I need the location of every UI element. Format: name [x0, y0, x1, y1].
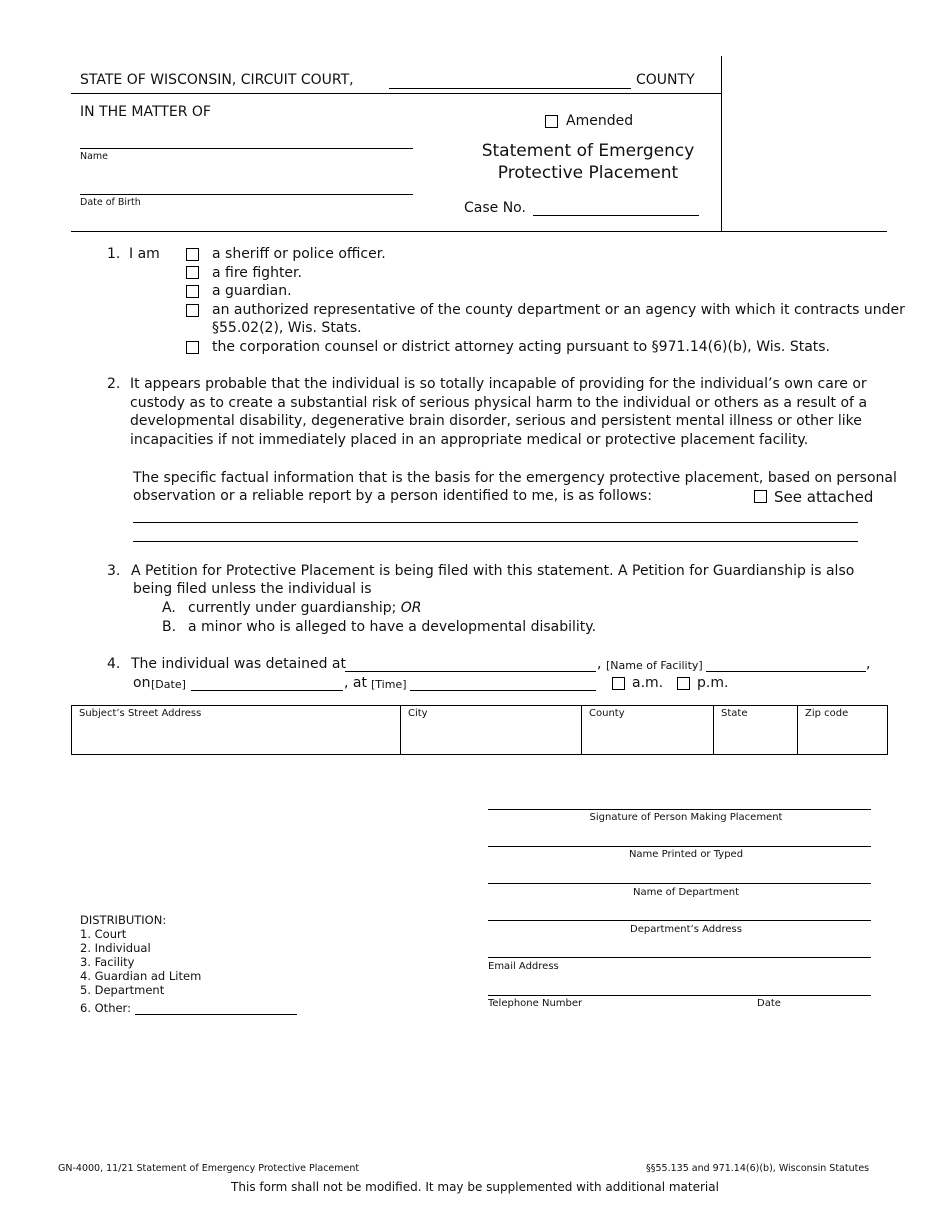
department-field[interactable]	[488, 883, 871, 884]
zip-cell[interactable]	[797, 705, 888, 755]
distribution-other: 6. Other:	[80, 1001, 131, 1015]
factual-field-line1[interactable]	[133, 522, 858, 523]
item3-a-option	[188, 600, 422, 616]
distribution-item: 3. Facility	[80, 955, 135, 969]
distribution-item: 1. Court	[80, 927, 127, 941]
signature-field[interactable]	[488, 809, 871, 810]
firefighter-checkbox[interactable]	[186, 266, 199, 279]
state-label: State	[721, 708, 748, 719]
county-rep-option: an authorized representative of the county department or an agency with which it contracts under	[212, 302, 905, 318]
at-text: , at	[344, 675, 367, 691]
comma-sep: ,	[866, 656, 871, 672]
item3-line2: being filed unless the individual is	[133, 581, 372, 597]
date-label: [Date]	[151, 678, 186, 691]
court-prefix: STATE OF WISCONSIN, CIRCUIT COURT,	[80, 72, 354, 88]
firefighter-option: a fire fighter.	[212, 265, 302, 281]
item3-b-letter: B.	[162, 619, 177, 635]
case-no-field[interactable]	[533, 215, 699, 216]
case-no-label: Case No.	[464, 200, 526, 216]
header-divider-bottom	[71, 231, 887, 232]
corp-counsel-checkbox[interactable]	[186, 341, 199, 354]
am-label: a.m.	[632, 675, 664, 691]
state-cell[interactable]	[713, 705, 798, 755]
distribution-heading: DISTRIBUTION:	[80, 913, 167, 927]
item2-line: incapacities if not immediately placed in an appropriate medical or protective placement facility.	[130, 432, 809, 448]
department-label: Name of Department	[632, 887, 739, 898]
corp-counsel-option: the corporation counsel or district attorney acting pursuant to §971.14(6)(b), Wis. Stats.	[212, 339, 831, 355]
item1-number: 1.	[107, 246, 121, 262]
name-field[interactable]	[80, 148, 413, 149]
factual-line2: observation or a reliable report by a person identified to me, is as follows:	[133, 488, 652, 504]
facility-label: [Name of Facility]	[606, 659, 703, 672]
amended-label: Amended	[566, 113, 634, 129]
name-label: Name	[80, 151, 109, 162]
zip-label: Zip code	[805, 708, 849, 719]
see-attached-checkbox[interactable]	[754, 490, 767, 503]
factual-line1: The specific factual information that is the basis for the emergency protective placement, based on personal	[133, 470, 897, 486]
distribution-item: 4. Guardian ad Litem	[80, 969, 202, 983]
email-field[interactable]	[488, 957, 871, 958]
detained-time-field[interactable]	[410, 690, 596, 691]
item3-a-or: OR	[400, 600, 422, 616]
dob-label: Date of Birth	[80, 197, 141, 208]
form-title-line1: Statement of Emergency	[481, 141, 695, 161]
item3-line1: A Petition for Protective Placement is being filed with this statement. A Petition for Guardianship is also	[131, 563, 855, 579]
item3-a-text: currently under guardianship;	[188, 600, 397, 616]
item2-line: developmental disability, degenerative brain disorder, serious and persistent mental illness or other like	[130, 413, 862, 429]
header-divider-vertical	[721, 56, 722, 232]
distribution-item: 5. Department	[80, 983, 165, 997]
form-title-line2: Protective Placement	[497, 163, 679, 183]
form-id: GN-4000, 11/21 Statement of Emergency Protective Placement	[58, 1163, 360, 1174]
on-text: on	[133, 675, 151, 691]
county-cell[interactable]	[581, 705, 714, 755]
street-address-cell[interactable]	[71, 705, 401, 755]
sheriff-option: a sheriff or police officer.	[212, 246, 386, 262]
county-name-field[interactable]	[389, 88, 631, 89]
dept-address-field[interactable]	[488, 920, 871, 921]
am-checkbox[interactable]	[612, 677, 625, 690]
form-notice: This form shall not be modified. It may be supplemented with additional material	[231, 1180, 719, 1194]
county-rep-option-cont: §55.02(2), Wis. Stats.	[212, 320, 362, 336]
pm-checkbox[interactable]	[677, 677, 690, 690]
telephone-date-field[interactable]	[488, 995, 871, 996]
amended-checkbox[interactable]	[545, 115, 558, 128]
statutes: §§55.135 and 971.14(6)(b), Wisconsin Statutes	[646, 1163, 870, 1174]
item2-line: It appears probable that the individual is so totally incapable of providing for the individual’s own care or	[130, 376, 867, 392]
signature-label: Signature of Person Making Placement	[589, 812, 783, 823]
guardian-checkbox[interactable]	[186, 285, 199, 298]
detained-at-field[interactable]	[345, 671, 596, 672]
distribution-other-field[interactable]	[135, 1014, 297, 1015]
header-divider-top	[71, 93, 721, 94]
detained-date-field[interactable]	[191, 690, 343, 691]
city-cell[interactable]	[400, 705, 582, 755]
item3-number: 3.	[107, 563, 121, 579]
county-label: COUNTY	[636, 72, 695, 88]
pm-label: p.m.	[697, 675, 729, 691]
county-label-cell: County	[589, 708, 625, 719]
matter-of-label: IN THE MATTER OF	[80, 104, 211, 120]
item3-b-text: a minor who is alleged to have a developmental disability.	[188, 619, 597, 635]
item3-a-letter: A.	[162, 600, 176, 616]
item2-number: 2.	[107, 376, 121, 392]
detained-text: The individual was detained at	[131, 656, 347, 672]
telephone-label: Telephone Number	[488, 998, 583, 1009]
sheriff-checkbox[interactable]	[186, 248, 199, 261]
item4-number: 4.	[107, 656, 121, 672]
item2-line: custody as to create a substantial risk of serious physical harm to the individual or others as a result of a	[130, 395, 868, 411]
time-label: [Time]	[371, 678, 407, 691]
dept-address-label: Department’s Address	[630, 924, 742, 935]
county-rep-checkbox[interactable]	[186, 304, 199, 317]
name-printed-field[interactable]	[488, 846, 871, 847]
name-printed-label: Name Printed or Typed	[628, 849, 744, 860]
factual-field-line2[interactable]	[133, 541, 858, 542]
street-address-label: Subject’s Street Address	[79, 708, 202, 719]
date-sig-label: Date	[757, 998, 781, 1009]
email-label: Email Address	[488, 961, 559, 972]
city-label: City	[408, 708, 428, 719]
item1-lead: I am	[129, 246, 160, 262]
comma-sep: ,	[597, 656, 602, 672]
guardian-option: a guardian.	[212, 283, 292, 299]
distribution-item: 2. Individual	[80, 941, 151, 955]
dob-field[interactable]	[80, 194, 413, 195]
facility-field[interactable]	[706, 671, 866, 672]
see-attached-label: See attached	[774, 488, 874, 506]
court-heading	[80, 72, 354, 88]
